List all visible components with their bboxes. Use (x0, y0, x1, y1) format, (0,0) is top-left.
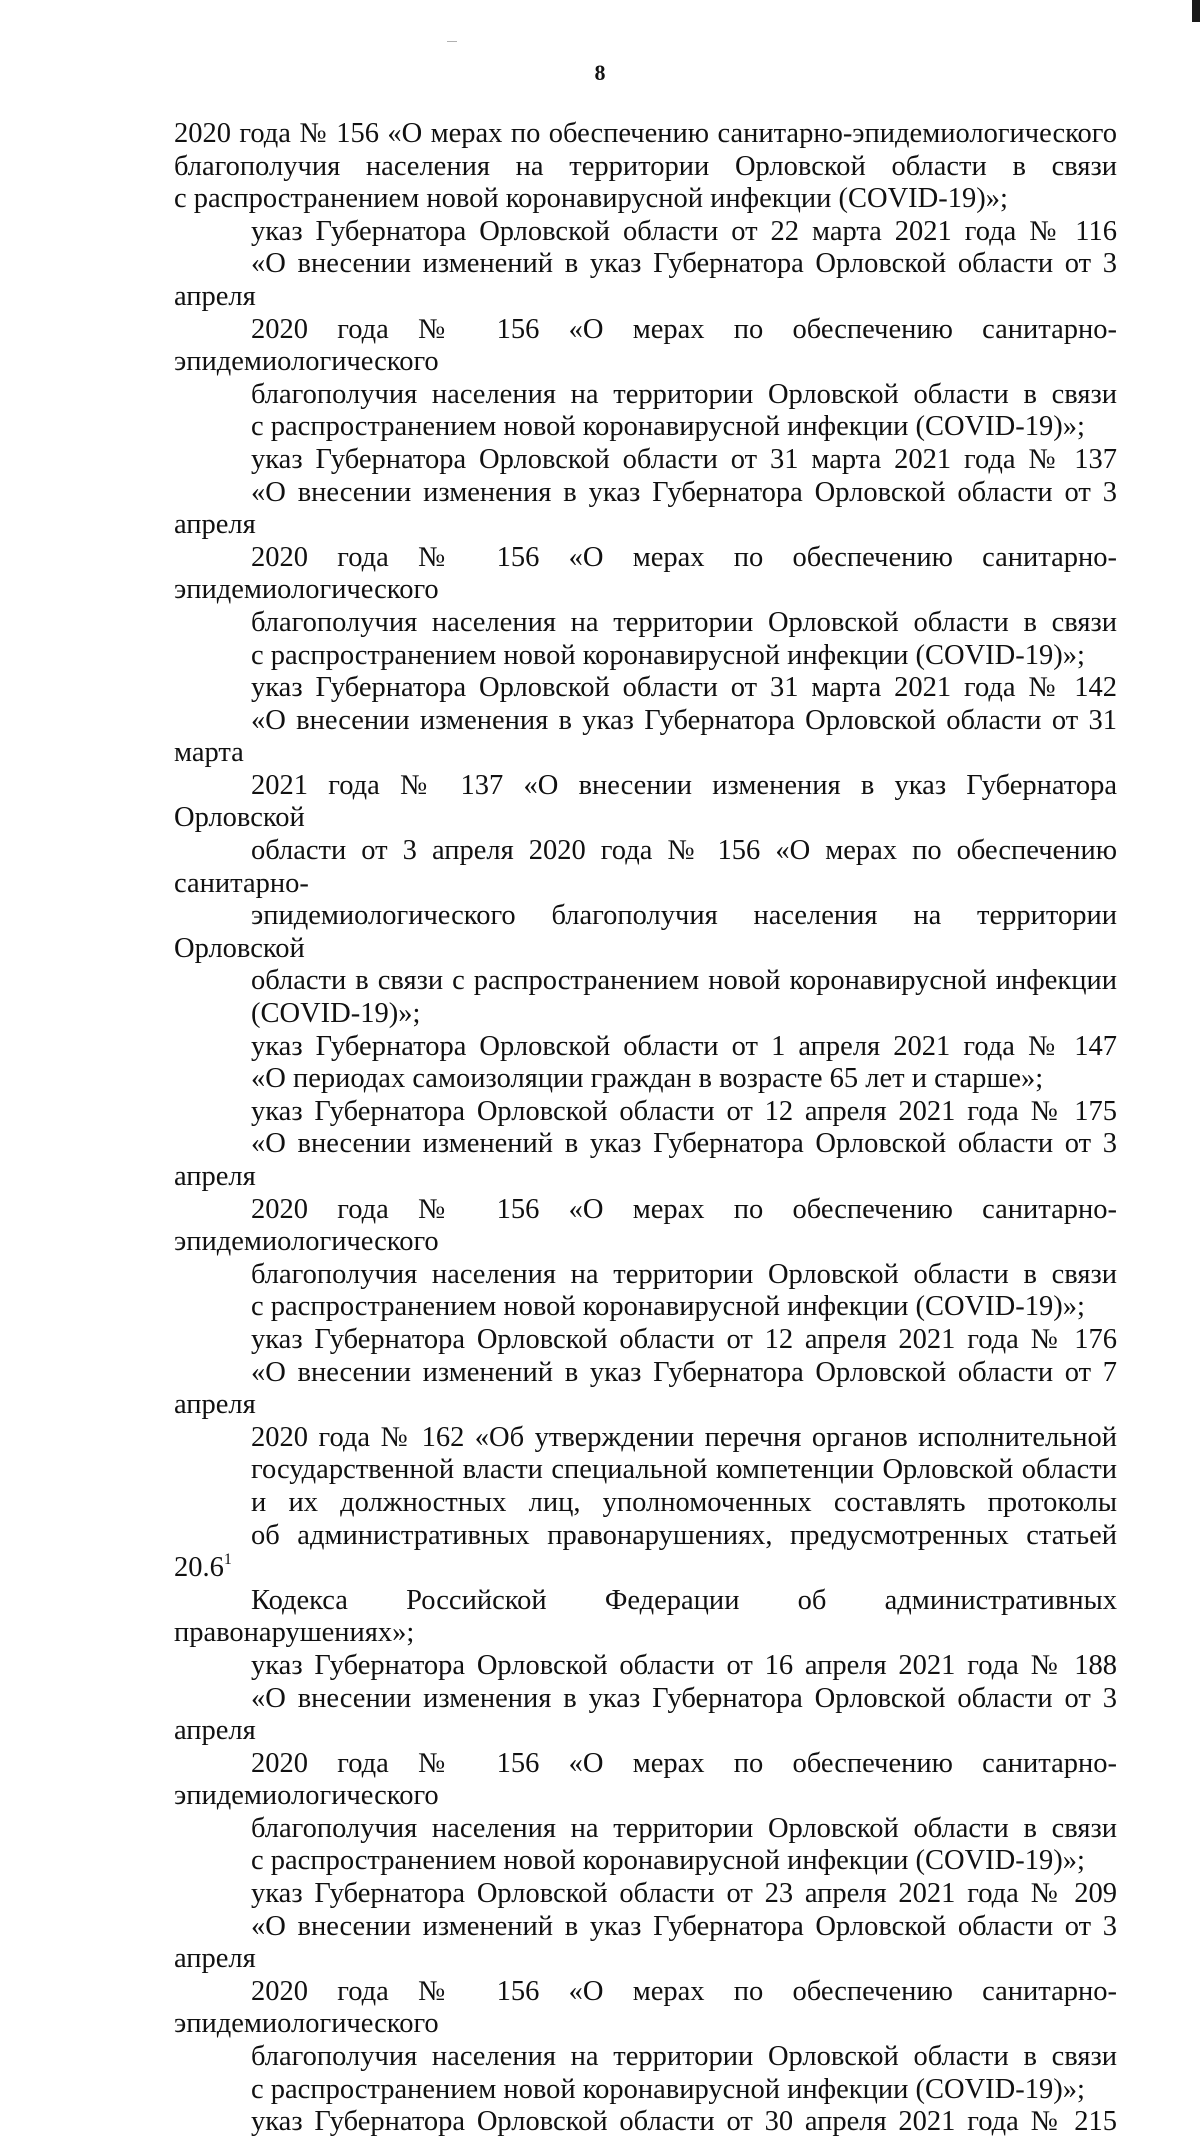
text-line: указ Губернатора Орловской области от 1 апреля 2021 года № 147 (251, 1030, 1117, 1062)
text-line: указ Губернатора Орловской области от 30 апреля 2021 года № 215 (251, 2106, 1117, 2138)
text-line: «О внесении изменения в указ Губернатора Орловской области от 3 апреля (174, 476, 1117, 541)
text-line: 2020 года № 156 «О мерах по обеспечению санитарно-эпидемиологического (174, 313, 1117, 378)
scan-speck (447, 41, 457, 42)
text-line: благополучия населения на территории Орловской области в связи (251, 1258, 1117, 1290)
text-line: с распространением новой коронавирусной инфекции (COVID-19)»; (251, 1845, 1085, 1877)
text-line: благополучия населения на территории Орловской области в связи (251, 2041, 1117, 2073)
text-line: благополучия населения на территории Орловской области в связи (174, 150, 1117, 182)
text-line: «О внесении изменения в указ Губернатора Орловской области от 3 апреля (174, 1682, 1117, 1747)
footnote-superscript: 1 (223, 1551, 232, 1569)
text-line: Кодекса Российской Федерации об административных правонарушениях»; (174, 1584, 1117, 1649)
decree-paragraph (174, 1096, 1117, 1324)
text-line: с распространением новой коронавирусной инфекции (COVID-19)»; (174, 183, 1008, 215)
text-line: 2020 года № 156 «О мерах по обеспечению санитарно-эпидемиологического (174, 1747, 1117, 1812)
decree-paragraph (174, 444, 1117, 672)
text-line: государственной власти специальной компетенции Орловской области (251, 1454, 1117, 1486)
decree-paragraph (174, 1324, 1117, 1650)
text-line: эпидемиологического благополучия населения на территории Орловской (174, 900, 1117, 964)
text-line: области в связи с распространением новой коронавирусной инфекции (251, 965, 1117, 997)
text-line: 2020 года № 156 «О мерах по обеспечению санитарно-эпидемиологического (174, 1193, 1117, 1258)
text-line: «О внесении изменений в указ Губернатора Орловской области от 3 апреля (174, 1910, 1117, 1975)
text-line: «О внесении изменений в указ Губернатора Орловской области от 3 апреля (174, 248, 1117, 312)
text-line: благополучия населения на территории Орловской области в связи (251, 378, 1117, 410)
text-line: указ Губернатора Орловской области от 12 апреля 2021 года № 176 (251, 1323, 1117, 1355)
text-line: с распространением новой коронавирусной инфекции (COVID-19)»; (251, 411, 1085, 443)
text-line: 2020 года № 156 «О мерах по обеспечению санитарно-эпидемиологического (174, 1975, 1117, 2040)
text-line: (COVID-19)»; (251, 998, 421, 1030)
text-line: указ Губернатора Орловской области от 12 апреля 2021 года № 175 (251, 1095, 1117, 1127)
text-line: 2021 года № 137 «О внесении изменения в указ Губернатора Орловской (174, 769, 1117, 834)
text-line: 2020 года № 156 «О мерах по обеспечению санитарно-эпидемиологического (174, 541, 1117, 606)
text-line: «О внесении изменений в указ Губернатора Орловской области от 3 апреля (174, 1128, 1117, 1192)
text-line: «О внесении изменений в указ Губернатора Орловской области от 7 апреля (174, 1356, 1117, 1421)
scan-edge-mark (1192, 0, 1200, 22)
document-body (174, 118, 1117, 2139)
decree-paragraph (174, 672, 1117, 1031)
decree-paragraph (174, 1650, 1117, 1878)
text-line: «О внесении изменения в указ Губернатора Орловской области от 31 марта (174, 704, 1117, 769)
decree-paragraph (174, 1878, 1117, 2106)
text-line: указ Губернатора Орловской области от 23 апреля 2021 года № 209 (251, 1878, 1117, 1910)
text-line: с распространением новой коронавирусной инфекции (COVID-19)»; (251, 2073, 1085, 2105)
page-number: 8 (594, 60, 606, 85)
text-line: с распространением новой коронавирусной инфекции (COVID-19)»; (251, 639, 1085, 671)
text-line: области от 3 апреля 2020 года № 156 «О мерах по обеспечению санитарно- (174, 835, 1117, 899)
text-line: благополучия населения на территории Орловской области в связи (251, 606, 1117, 638)
continued-paragraph (174, 118, 1117, 216)
text-line: указ Губернатора Орловской области от 31 марта 2021 года № 142 (251, 672, 1117, 704)
text-line: указ Губернатора Орловской области от 22 марта 2021 года № 116 (251, 215, 1117, 247)
text-line: об административных правонарушениях, предусмотренных статьей 20.6$^1$ (174, 1519, 1117, 1584)
text-line: и их должностных лиц, уполномоченных составлять протоколы (251, 1486, 1117, 1518)
text-line: 2020 года № 162 «Об утверждении перечня органов исполнительной (251, 1421, 1117, 1453)
decree-paragraph (174, 2106, 1117, 2139)
text-line: указ Губернатора Орловской области от 31 марта 2021 года № 137 (251, 443, 1117, 475)
text-line: 2020 года № 156 «О мерах по обеспечению санитарно-эпидемиологического (174, 118, 1117, 149)
text-line: благополучия населения на территории Орловской области в связи (251, 1812, 1117, 1844)
text-line: «О периодах самоизоляции граждан в возрасте 65 лет и старше»; (251, 1063, 1044, 1095)
decree-paragraph (174, 216, 1117, 444)
text-line: с распространением новой коронавирусной инфекции (COVID-19)»; (251, 1291, 1085, 1323)
text-line: указ Губернатора Орловской области от 16 апреля 2021 года № 188 (251, 1649, 1117, 1681)
decree-paragraph (174, 1031, 1117, 1096)
